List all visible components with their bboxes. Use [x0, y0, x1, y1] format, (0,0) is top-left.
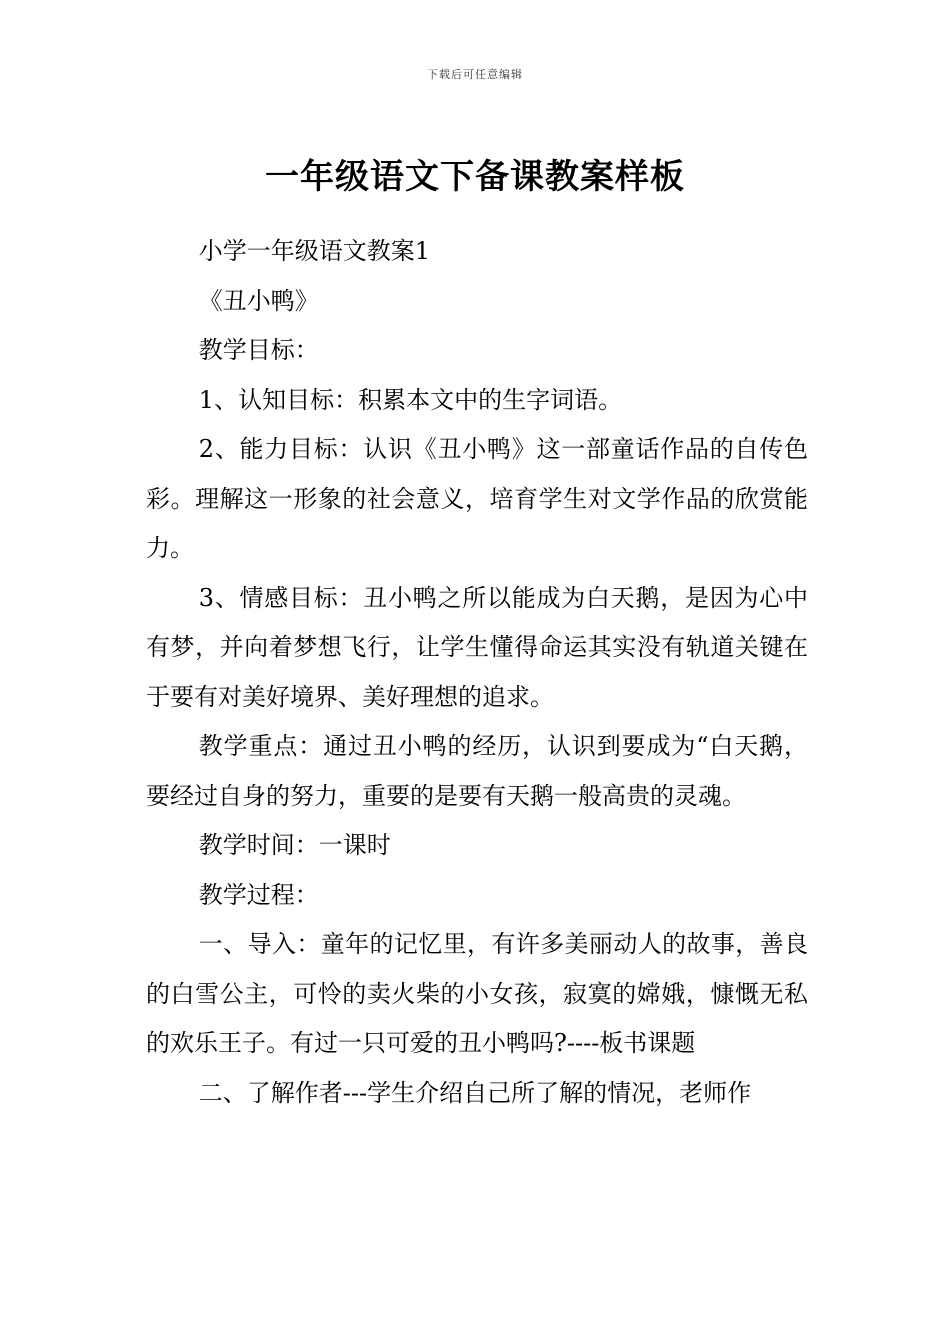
paragraph: 教学重点：通过丑小鸭的经历，认识到要成为“白天鹅，要经过自身的努力，重要的是要有天鹅一般高贵的灵魂。 — [146, 732, 808, 810]
paragraph: 一、导入：童年的记忆里，有许多美丽动人的故事，善良的白雪公主，可怜的卖火柴的小女孩，寂寞的嫦娥，慷慨无私的欢乐王子。有过一只可爱的丑小鸭吗?----板书课题 — [146, 930, 808, 1057]
page-header: 下载后可任意编辑 — [427, 68, 523, 81]
paragraph: 1、认知目标：积累本文中的生字词语。 — [198, 385, 623, 414]
paragraph: 教学目标： — [198, 336, 319, 364]
document-title: 一年级语文下备课教案样板 — [265, 156, 685, 197]
paragraph: 小学一年级语文教案1 — [198, 237, 431, 265]
paragraph: 教学时间：一课时 — [198, 831, 391, 859]
document-body — [146, 227, 808, 1118]
paragraph: 《丑小鸭》 — [198, 286, 319, 315]
paragraph: 3、情感目标：丑小鸭之所以能成为白天鹅，是因为心中有梦，并向着梦想飞行，让学生懂得命运其实没有轨道关键在于要有对美好境界、美好理想的追求。 — [146, 583, 808, 711]
paragraph: 2、能力目标：认识《丑小鸭》这一部童话作品的自传色彩。理解这一形象的社会意义，培育学生对文学作品的欣赏能力。 — [146, 435, 808, 562]
paragraph: 二、了解作者---学生介绍自己所了解的情况，老师作 — [198, 1078, 752, 1107]
paragraph: 教学过程： — [198, 880, 319, 909]
